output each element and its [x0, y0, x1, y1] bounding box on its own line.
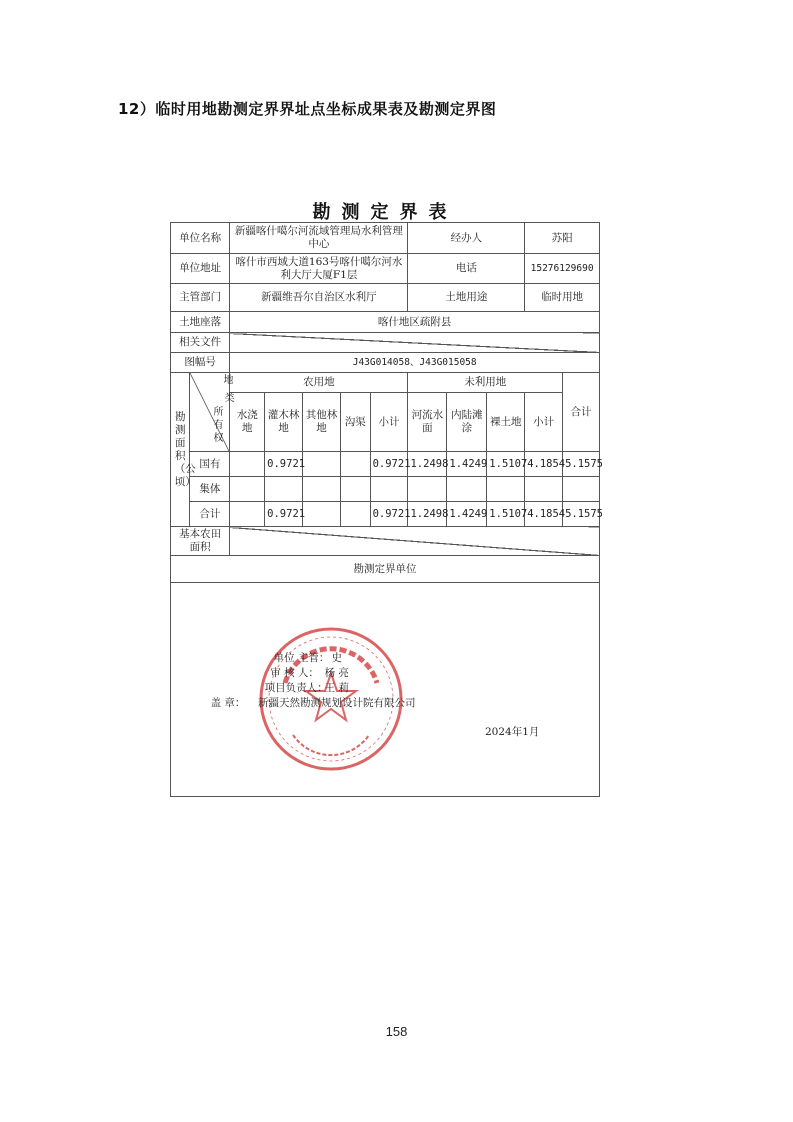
table-cell [447, 477, 487, 502]
table-row [171, 477, 600, 502]
signer-label: 审 核 人： [270, 667, 319, 679]
row-survey-unit-block [171, 583, 600, 797]
table-cell [408, 477, 447, 502]
column-header: 小计 [525, 393, 563, 452]
table-cell: 0.9721 [370, 452, 408, 477]
table-cell [340, 502, 370, 527]
form-title: 勘测定界表 [312, 202, 458, 223]
signer-label: 盖 章： [210, 697, 246, 709]
signer-name: 新疆天然勘测规划设计院有限公司 [258, 697, 416, 709]
row-survey-unit-title [171, 556, 600, 583]
list-item [198, 651, 416, 666]
basic-farmland-empty [230, 527, 600, 556]
table-cell: 0.9721 [265, 452, 303, 477]
land-use-value: 临时用地 [525, 284, 600, 312]
survey-unit-block [171, 583, 600, 797]
column-header: 水浇地 [230, 393, 265, 452]
corner-di: 地 [223, 375, 234, 386]
location-label: 土地座落 [171, 312, 230, 333]
survey-area-text: 勘测面积（公顷） [174, 410, 196, 488]
survey-unit-title: 勘测定界单位 [171, 556, 600, 583]
column-header: 裸土地 [487, 393, 525, 452]
row-authority [171, 284, 600, 312]
row-unit-name [171, 223, 600, 254]
column-header: 河流水面 [408, 393, 447, 452]
signer-name: 杨 亮 [324, 667, 349, 679]
table-cell [370, 477, 408, 502]
map-sheet-label: 图幅号 [171, 353, 230, 373]
related-docs-label: 相关文件 [171, 333, 230, 353]
row-basic-farmland [171, 527, 600, 556]
column-header: 小计 [370, 393, 408, 452]
signer-label: 单位 主管： [273, 652, 330, 664]
phone-value: 15276129690 [525, 254, 600, 284]
table-cell: 5.1575 [563, 502, 600, 527]
table-cell [265, 477, 303, 502]
table-cell [525, 477, 563, 502]
handler-label: 经办人 [408, 223, 525, 254]
list-item [198, 681, 416, 696]
column-header: 其他林地 [303, 393, 341, 452]
row-related-docs [171, 333, 600, 353]
corner-lei: 类 [224, 393, 235, 404]
table-cell: 1.4249 [447, 452, 487, 477]
table-cell [340, 452, 370, 477]
area-header-row-1 [171, 373, 600, 393]
table-cell: 1.2498 [408, 502, 447, 527]
page-number: 158 [385, 1024, 408, 1039]
list-item [198, 666, 416, 681]
table-cell: 4.1854 [525, 502, 563, 527]
signer-list [198, 651, 416, 711]
signer-name: 王 莉 [324, 682, 349, 694]
table-cell: 0.9721 [265, 502, 303, 527]
unused-land-group-header: 未利用地 [408, 373, 563, 393]
table-row [171, 502, 600, 527]
land-use-label: 土地用途 [408, 284, 525, 312]
location-value: 喀什地区疏附县 [230, 312, 600, 333]
corner-ownership: 所有权 [213, 407, 224, 444]
table-cell [230, 502, 265, 527]
row-label: 集体 [190, 477, 230, 502]
authority-value: 新疆维吾尔自治区水利厅 [230, 284, 408, 312]
farm-land-group-header: 农用地 [230, 373, 408, 393]
section-heading: 12）临时用地勘测定界界址点坐标成果表及勘测定界图 [118, 100, 497, 118]
table-cell [563, 477, 600, 502]
table-cell: 5.1575 [563, 452, 600, 477]
table-cell [303, 477, 341, 502]
table-cell [230, 477, 265, 502]
survey-area-label [171, 373, 196, 527]
table-cell [303, 452, 341, 477]
row-label: 合计 [190, 502, 230, 527]
basic-farmland-text: 基本农田面积 [179, 528, 222, 553]
row-location [171, 312, 600, 333]
row-map-sheet [171, 353, 600, 373]
table-cell: 1.2498 [408, 452, 447, 477]
map-sheet-value: J43G014058、J43G015058 [230, 353, 600, 373]
list-item [198, 696, 416, 711]
basic-farmland-label [171, 527, 230, 556]
sign-date: 2024年1月 [485, 726, 540, 738]
related-docs-empty [230, 333, 600, 353]
authority-label: 主管部门 [171, 284, 230, 312]
address-value: 喀什市西域大道163号喀什噶尔河水利大厅大厦F1层 [230, 254, 408, 284]
table-cell: 1.5107 [487, 452, 525, 477]
survey-form-table [170, 222, 604, 797]
table-cell: 0.9721 [370, 502, 408, 527]
handler-value: 苏阳 [525, 223, 600, 254]
unit-name-label: 单位名称 [171, 223, 230, 254]
signer-label: 项目负责人： [264, 682, 328, 694]
table-cell [230, 452, 265, 477]
row-address [171, 254, 600, 284]
column-header: 沟渠 [340, 393, 370, 452]
table-cell: 1.5107 [487, 502, 525, 527]
table-cell [487, 477, 525, 502]
total-column-header: 合计 [563, 373, 600, 452]
signer-name: 史 [331, 652, 342, 664]
phone-label: 电话 [408, 254, 525, 284]
column-header: 内陆滩涂 [447, 393, 487, 452]
table-cell: 1.4249 [447, 502, 487, 527]
category-corner-cell [190, 373, 235, 452]
column-header: 灌木林地 [265, 393, 303, 452]
table-cell: 4.1854 [525, 452, 563, 477]
unit-name-value: 新疆喀什噶尔河流域管理局水利管理中心 [230, 223, 408, 254]
table-cell [340, 477, 370, 502]
row-label: 国有 [190, 452, 230, 477]
survey-boundary-form [170, 222, 604, 797]
area-header-row-2 [171, 393, 600, 452]
address-label: 单位地址 [171, 254, 230, 284]
table-row [171, 452, 600, 477]
table-cell [303, 502, 341, 527]
